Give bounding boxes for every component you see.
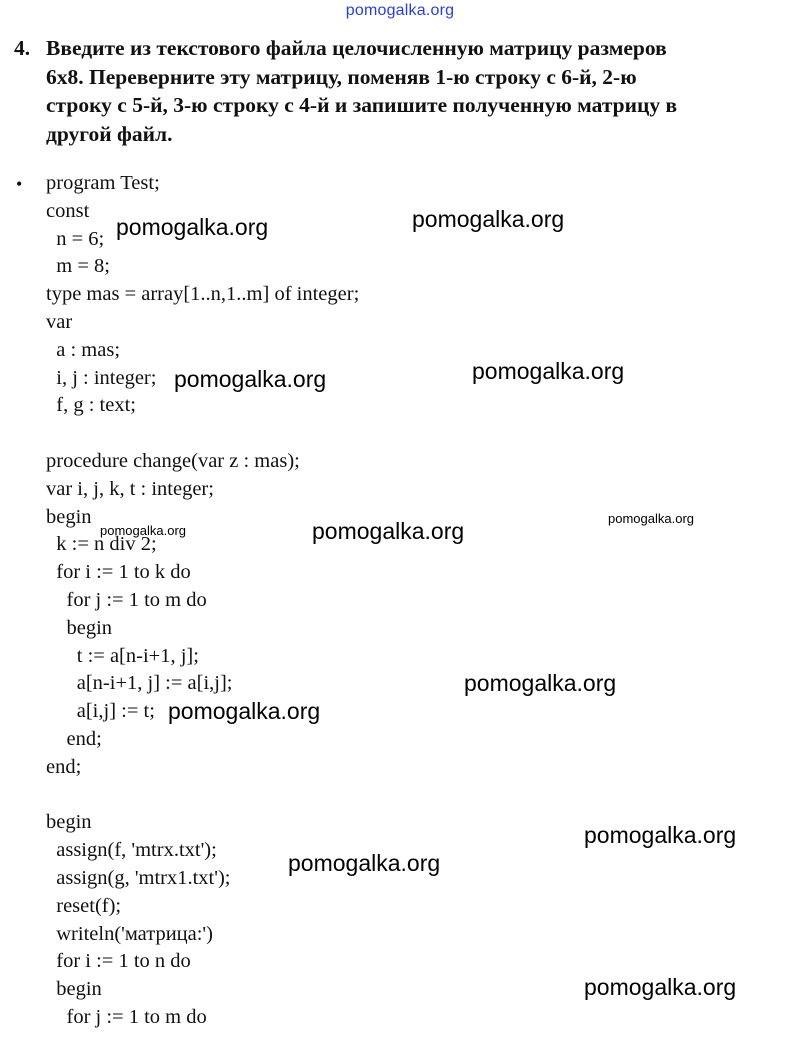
- site-watermark-top: pomogalka.org: [345, 2, 455, 19]
- code-line: a : mas;: [46, 338, 121, 361]
- code-line: begin: [46, 616, 113, 639]
- task-line: 6х8. Переверните эту матрицу, поменяв 1-ю строку с 6-й, 2-ю: [46, 64, 637, 89]
- code-line: t := a[n-i+1, j];: [46, 644, 199, 667]
- watermark-text: pomogalka.org: [584, 974, 737, 1000]
- code-line: for j := 1 to m do: [46, 588, 207, 611]
- code-line: type mas = array[1..n,1..m] of integer;: [46, 283, 360, 306]
- code-line: a[n-i+1, j] := a[i,j];: [46, 672, 233, 695]
- watermark-text: pomogalka.org: [100, 523, 186, 538]
- code-line: end;: [46, 727, 102, 750]
- code-line: begin: [46, 811, 92, 834]
- code-line: program Test;: [46, 172, 160, 194]
- watermark-text: pomogalka.org: [312, 518, 465, 544]
- code-line: [46, 420, 359, 448]
- code-line: const: [46, 199, 90, 222]
- code-line: procedure change(var z : mas);: [46, 449, 300, 472]
- watermark-text: pomogalka.org: [584, 822, 737, 848]
- code-line: reset(f);: [46, 894, 122, 917]
- watermark-text: pomogalka.org: [174, 366, 327, 392]
- code-line: a[i,j] := t;: [46, 700, 155, 723]
- task-line: строку с 5-й, 3-ю строку с 4-й и запишите полученную матрицу в: [46, 93, 678, 117]
- code-line: begin: [46, 505, 92, 528]
- code-line: for j := 1 to m do: [46, 1005, 207, 1028]
- code-line: writeln('матрица:'): [46, 922, 213, 945]
- code-line: assign(f, 'mtrx.txt');: [46, 839, 217, 862]
- watermark-text: pomogalka.org: [168, 698, 321, 724]
- list-bullet: •: [16, 174, 23, 194]
- code-line: k := n div 2;: [46, 533, 157, 556]
- code-line: end;: [46, 755, 82, 778]
- watermark-text: pomogalka.org: [472, 358, 625, 384]
- code-line: var: [46, 310, 73, 333]
- code-line: for i := 1 to n do: [46, 950, 191, 973]
- task-statement: [14, 34, 780, 148]
- code-line: [46, 782, 359, 810]
- task-line: другой файл.: [46, 121, 173, 146]
- code-line: m = 8;: [46, 255, 110, 278]
- pascal-code-listing: [46, 170, 359, 1032]
- code-line: assign(g, 'mtrx1.txt');: [46, 866, 231, 889]
- code-line: f, g : text;: [46, 394, 136, 417]
- code-line: var i, j, k, t : integer;: [46, 477, 214, 500]
- code-line: for i := 1 to k do: [46, 561, 191, 584]
- watermark-text: pomogalka.org: [412, 206, 565, 232]
- code-line: i, j : integer;: [46, 366, 157, 389]
- code-line: n = 6;: [46, 227, 105, 250]
- watermark-text: pomogalka.org: [464, 670, 617, 696]
- task-number: 4.: [14, 36, 31, 60]
- watermark-text: pomogalka.org: [608, 511, 694, 526]
- watermark-text: pomogalka.org: [116, 214, 269, 240]
- code-line: begin: [46, 978, 102, 1001]
- task-line: Введите из текстового файла целочисленную матрицу размеров: [46, 36, 667, 60]
- watermark-text: pomogalka.org: [288, 850, 441, 876]
